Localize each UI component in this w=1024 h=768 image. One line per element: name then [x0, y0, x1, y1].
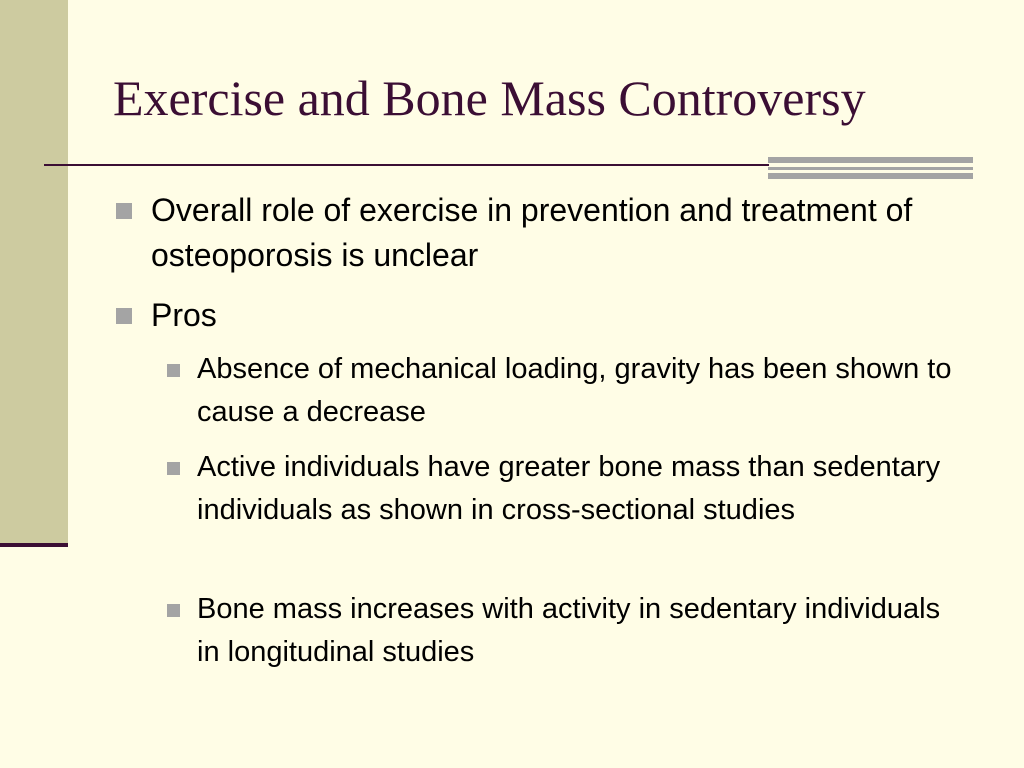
square-bullet-icon: [116, 308, 132, 324]
square-bullet-icon: [167, 604, 180, 617]
bullet-text: Pros: [151, 297, 217, 333]
bullet-text: Active individuals have greater bone mass than sedentary individuals as shown in cross-sectional studies: [197, 451, 941, 526]
side-band-rule: [0, 543, 68, 547]
sub-bullet-active-individuals: [197, 446, 967, 532]
side-band: [0, 0, 68, 545]
sub-bullet-longitudinal-studies: [197, 588, 967, 674]
bullet-text: Overall role of exercise in prevention and treatment of osteoporosis is unclear: [151, 192, 913, 273]
bullet-text: Absence of mechanical loading, gravity has been shown to cause a decrease: [197, 353, 952, 428]
slide-title: Exercise and Bone Mass Controversy: [113, 70, 866, 126]
bullet-overall-role: [151, 188, 941, 278]
bullet-pros: [151, 293, 941, 338]
decorative-bar-bottom: [768, 173, 973, 179]
decorative-bar-middle: [768, 167, 973, 170]
bullet-text: Bone mass increases with activity in sedentary individuals in longitudinal studies: [197, 593, 941, 668]
square-bullet-icon: [116, 203, 132, 219]
decorative-bar-top: [768, 157, 973, 163]
sub-bullet-absence-of-loading: [197, 348, 967, 434]
title-rule: [44, 164, 769, 166]
square-bullet-icon: [167, 364, 180, 377]
square-bullet-icon: [167, 462, 180, 475]
